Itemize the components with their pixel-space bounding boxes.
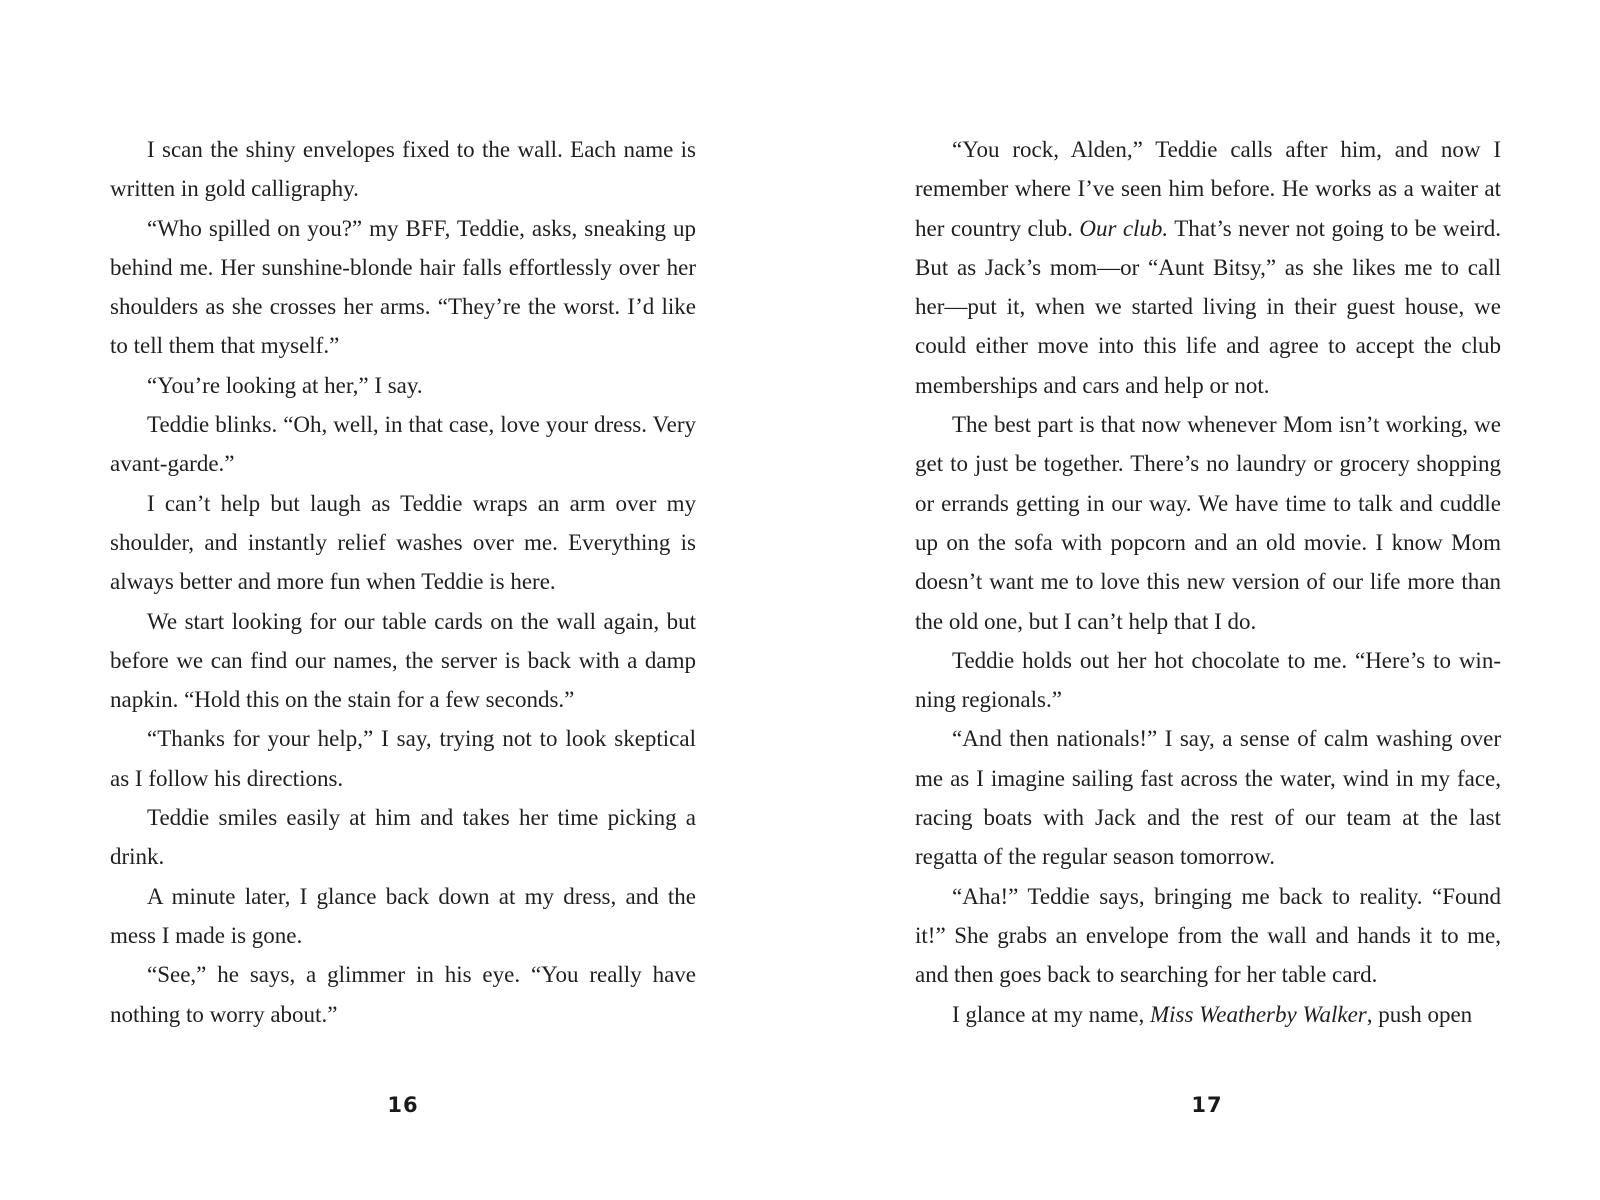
paragraph (915, 995, 1501, 1034)
paragraph: “Who spilled on you?” my BFF, Teddie, asks, sneaking up behind me. Her sunshine-blonde hair falls effortlessly over her shoulders as she crosses her arms. “They’re the worst. I’d like to tell them that myself.” (110, 215, 696, 359)
page-number-right: 17 (1191, 1093, 1223, 1117)
right-page-text (915, 130, 1501, 1034)
paragraph (915, 130, 1501, 405)
paragraph: Teddie blinks. “Oh, well, in that case, love your dress. Very avant-garde.” (110, 412, 696, 477)
paragraph: I scan the shiny envelopes fixed to the wall. Each name is written in gold calligraphy. (110, 137, 696, 202)
paragraph: Teddie holds out her hot chocolate to me. “Here’s to winning regionals.” (915, 647, 1501, 713)
paragraph: “And then nationals!” I say, a sense of calm washing over me as I imagine sailing fast across the water, wind in my face, racing boats with Jack and the rest of our team at the last regatta of the regular season tomorrow. (915, 726, 1501, 870)
text-run: “You rock, Alden,” Teddie calls after him, and now I remember where I’ve seen him before. He works as a waiter at her country club. (915, 137, 1501, 241)
paragraph: We start looking for our table cards on the wall again, but before we can find our names, the server is back with a damp napkin. “Hold this on the stain for a few seconds.” (110, 608, 696, 713)
text-run: That’s never not going to be weird. But as Jack’s mom—or “Aunt Bitsy,” as she likes me to call her—put it, when we started living in their guest house, we could either move into this life and agree to accept the club memberships and cars and help or not. (915, 215, 1501, 398)
paragraph: “Thanks for your help,” I say, trying not to look skeptical as I follow his directions. (110, 726, 696, 791)
paragraph: “See,” he says, a glimmer in his eye. “You really have nothing to worry about.” (110, 962, 696, 1027)
left-page-text (110, 130, 696, 1034)
paragraph: “Aha!” Teddie says, bringing me back to reality. “Found it!” She grabs an envelope from the wall and hands it to me, and then goes back to searching for her table card. (915, 883, 1501, 988)
paragraph: The best part is that now whenever Mom isn’t working, we get to just be together. There’s no laundry or grocery shopping or errands getting in our way. We have time to talk and cuddle up on the sofa with popcorn and an old movie. I know Mom doesn’t want me to love this new version of our life more than the old one, but I can’t help that I do. (915, 412, 1501, 634)
text-run: , push open (1366, 1001, 1473, 1027)
paragraph: “You’re looking at her,” I say. (147, 372, 423, 398)
paragraph: Teddie smiles easily at him and takes her time picking a drink. (110, 805, 696, 870)
paragraph: A minute later, I glance back down at my dress, and the mess I made is gone. (110, 883, 696, 948)
paragraph: I can’t help but laugh as Teddie wraps an arm over my shoulder, and instantly relief washes over me. Everything is always better and more fun when Teddie is here. (110, 490, 696, 595)
italic-text: Miss Weatherby Walker (1149, 1001, 1367, 1027)
text-run: I glance at my name, (952, 1001, 1150, 1027)
page-number-left: 16 (387, 1093, 419, 1117)
italic-text: Our club. (1079, 215, 1169, 241)
